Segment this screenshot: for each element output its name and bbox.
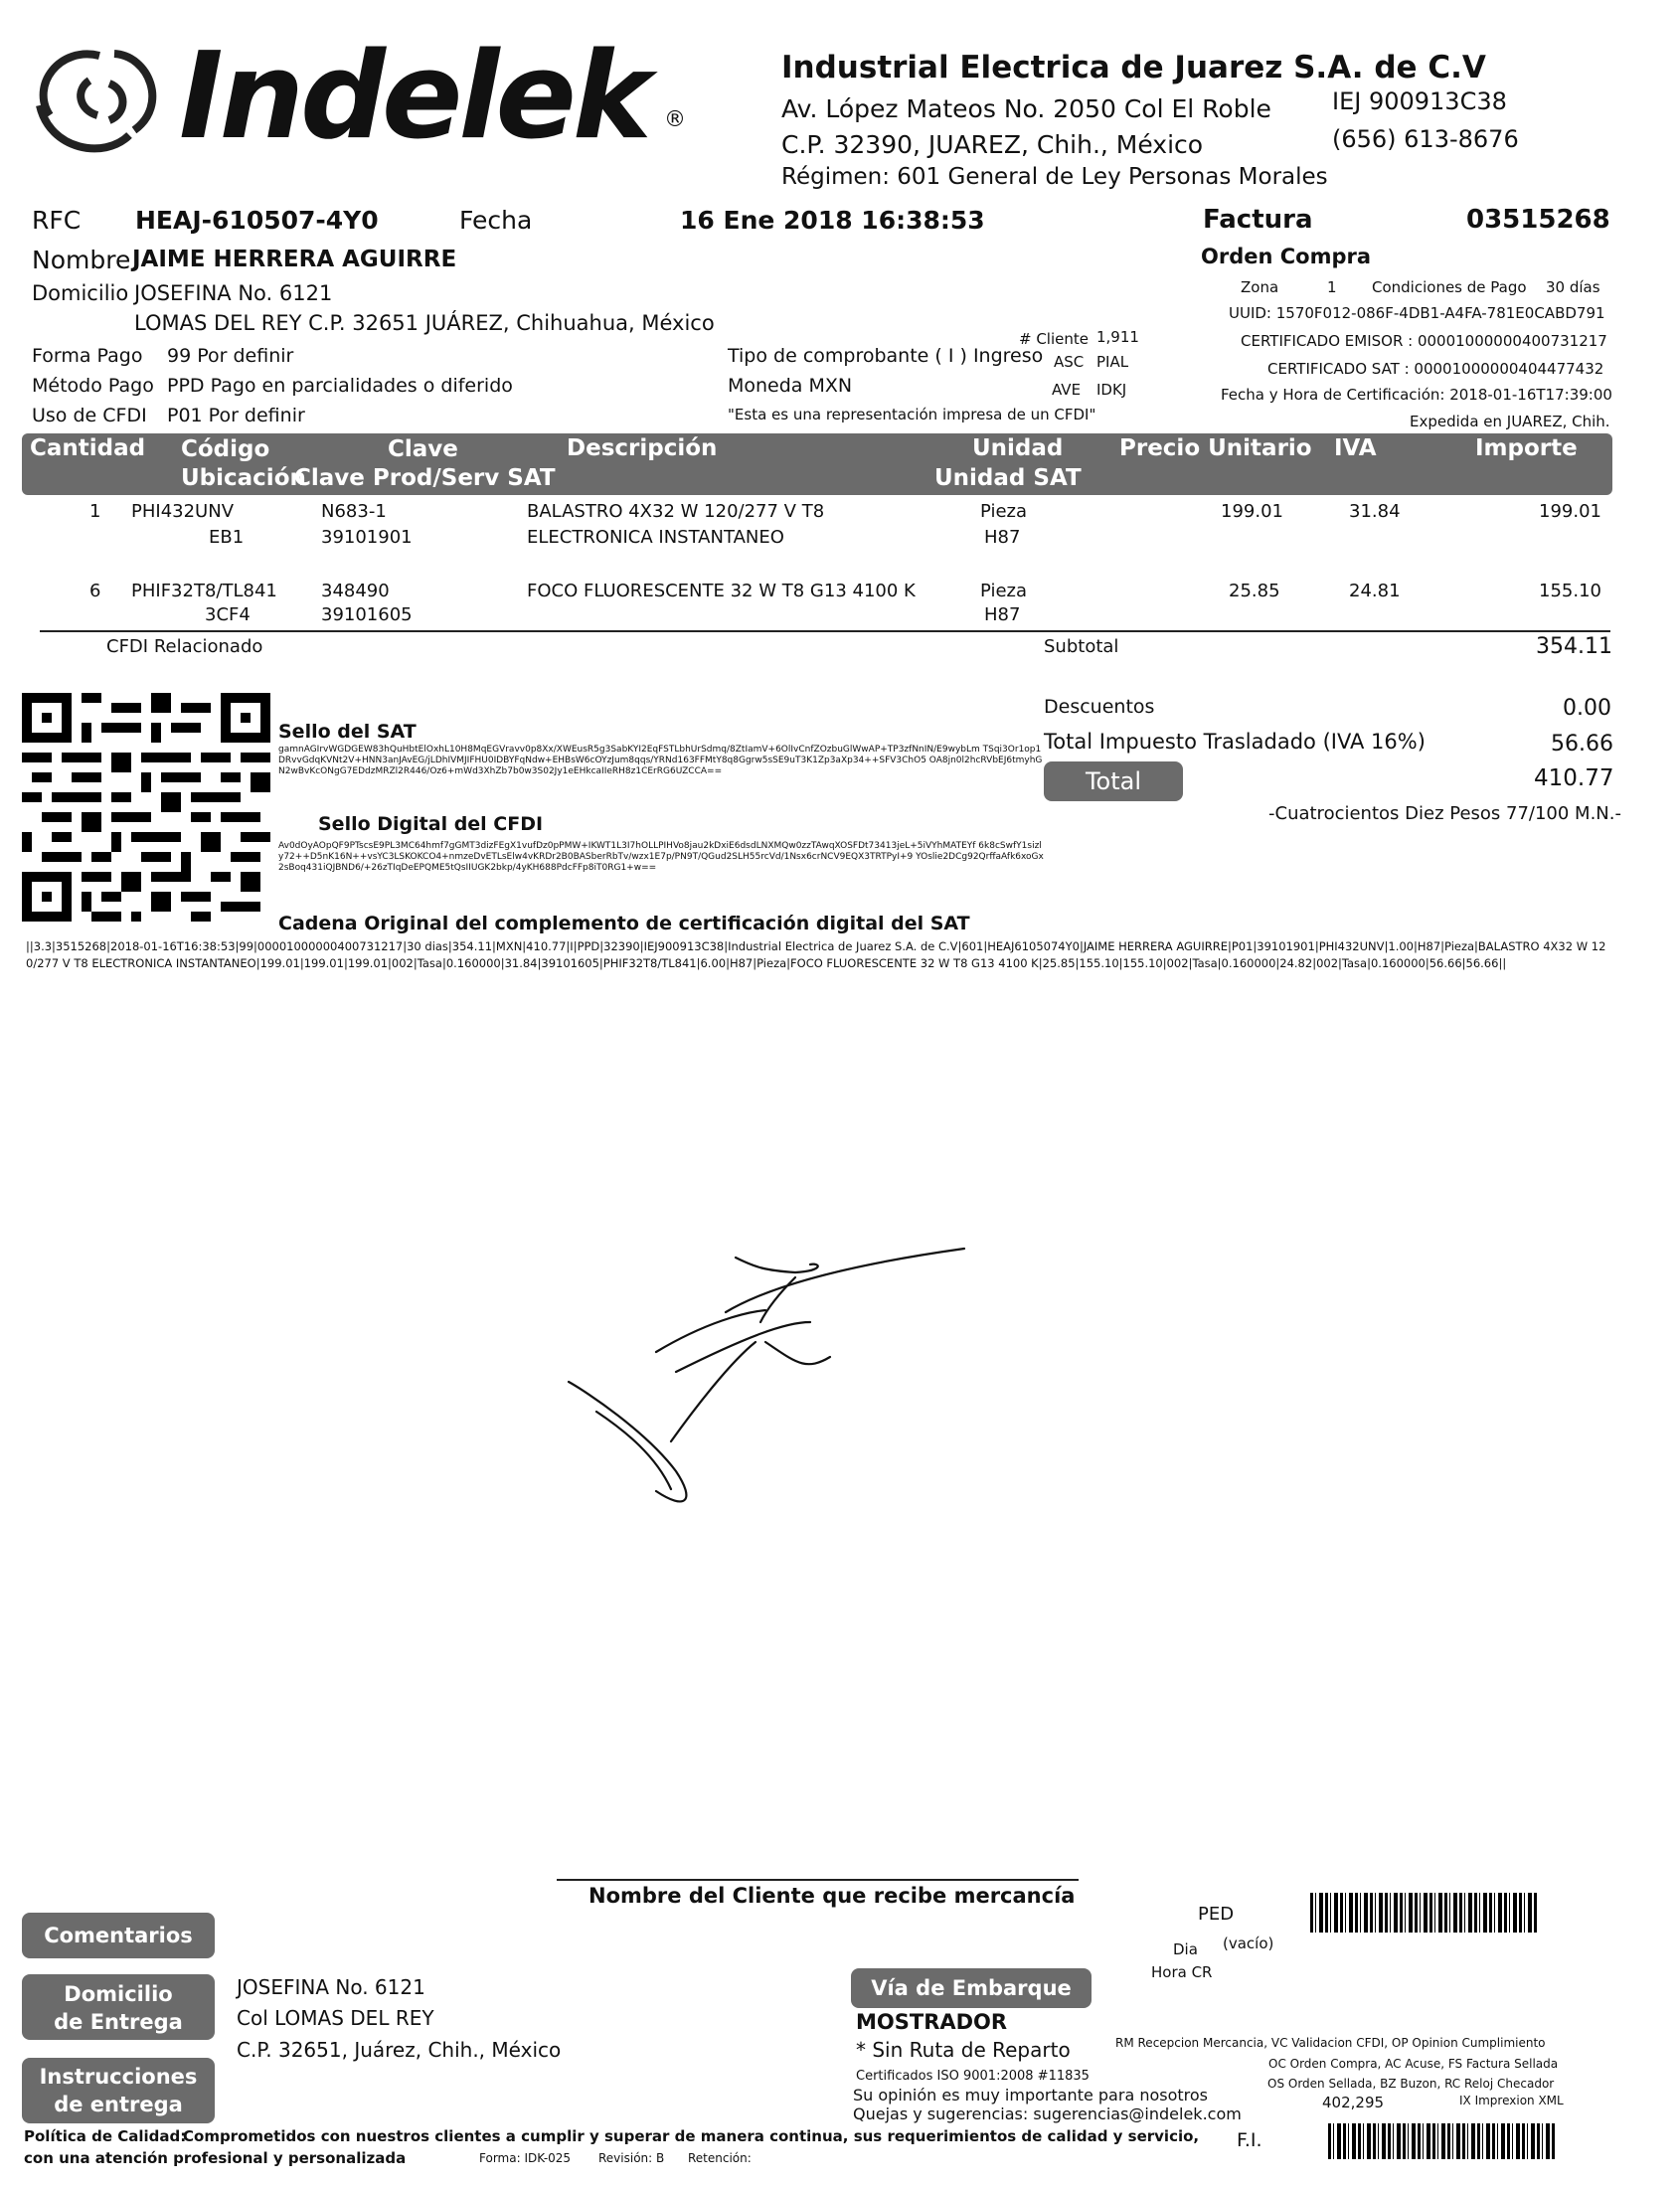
- sello-cfdi-value: Av0dOyAOpQF9PTscsE9PL3MC64hmf7gGMT3dizFEgX1vufDz0pPMW+IKWT1L3I7hOLLPIHVo8jau2kDxiE6dsdLNXMQw0zzTAwqXOSFDt73413jeL+5iVYhMATEYf 6k8cSwfY1sizly72++D5nK16N++vsYC3LSKOKCO4+nmzeDvETLsElw4vKRDr2B0BASberRbTv/wzx1E7p/PN9T/QGud2SLH55rcVd/1Nsx6crNCV9EQX3TRTPyI+9 YOslie2DCg92QrffaAfk6xoGx2sBoq431iQJBND6/+26zTIqDeEPQME5tQsIIUGK2bkp/4yKH688PdcFFp8iT0RG1+w==: [278, 841, 1044, 873]
- company-rfc: IEJ 900913C38: [1332, 87, 1507, 115]
- fi-label: F.I.: [1237, 2129, 1262, 2151]
- zona-value: 1: [1327, 278, 1337, 296]
- total-letra: -Cuatrocientos Diez Pesos 77/100 M.N.-: [1268, 803, 1621, 824]
- hora-label: Hora CR: [1151, 1963, 1213, 1981]
- instrucciones-entrega-label: [22, 2058, 215, 2123]
- cadena-original-value: ||3.3|3515268|2018-01-16T16:38:53|99|00001000000400731217|30 dias|354.11|MXN|410.77|I|PPD|32390|IEJ900913C38|Industrial Electrica de Juarez S.A. de C.V|601|HEAJ6105074Y0|JAIME HERRERA AGUIRRE|P01|39101901|PHI432UNV|1.00|H87|Pieza|BALASTRO 4X32 W 120/277 V T8 ELECTRONICA INSTANTANEO|199.01|199.01|199.01|002|Tasa|0.160000|31.84|39101605|PHIF32T8/TL841|6.00|H87|Pieza|FOCO FLUORESCENTE 32 W T8 G13 4100 K|25.85|155.10|155.10|002|Tasa|0.160000|24.82|002|Tasa|0.160000|56.66|56.66||: [26, 939, 1606, 970]
- header-descripcion: Descripción: [567, 435, 718, 461]
- tipo-comprobante: Tipo de comprobante ( I ) Ingreso: [728, 345, 1044, 367]
- certificado-emisor: CERTIFICADO EMISOR : 00001000000400731217: [1241, 332, 1607, 350]
- descuentos-label: Descuentos: [1044, 696, 1155, 718]
- asc-label: ASC: [1054, 353, 1085, 371]
- barcode-bottom-icon: [1328, 2123, 1557, 2159]
- uso-cfdi-value: P01 Por definir: [167, 405, 305, 426]
- ped-label: PED: [1198, 1904, 1235, 1925]
- fecha-label: Fecha: [459, 206, 533, 235]
- revision-label: Revisión: B: [598, 2151, 665, 2165]
- item-clave-sat: 39101605: [321, 604, 413, 625]
- zona-label: Zona: [1241, 278, 1279, 296]
- signature-line: [557, 1879, 1079, 1881]
- politica-text: Comprometidos con nuestros clientes a cumplir y superar de manera continua, sus requerimientos de calidad y servicio,: [183, 2127, 1200, 2145]
- item-unidad-sat: H87: [984, 527, 1021, 548]
- customer-rfc: HEAJ-610507-4Y0: [135, 206, 379, 235]
- invoice-date: 16 Ene 2018 16:38:53: [680, 206, 985, 235]
- forma-pago-label: Forma Pago: [32, 345, 143, 367]
- instrucciones-line-2: de entrega: [54, 2093, 183, 2116]
- item-iva: 31.84: [1349, 501, 1401, 522]
- politica-label: Política de Calidad:: [24, 2127, 187, 2145]
- condiciones-value: 30 días: [1546, 278, 1600, 296]
- header-codigo: Código: [181, 436, 270, 462]
- impuesto-label: Total Impuesto Trasladado (IVA 16%): [1044, 730, 1426, 754]
- item-unidad: Pieza: [980, 501, 1028, 522]
- item-clave: 348490: [321, 581, 390, 601]
- company-address-1: Av. López Mateos No. 2050 Col El Roble: [781, 94, 1271, 123]
- fecha-certificacion: Fecha y Hora de Certificación: 2018-01-16T17:39:00: [1221, 386, 1612, 404]
- via-embarque-label: Vía de Embarque: [851, 1968, 1092, 2008]
- item-desc-2: ELECTRONICA INSTANTANEO: [527, 527, 784, 548]
- moneda: Moneda MXN: [728, 375, 853, 397]
- expedida-en: Expedida en JUAREZ, Chih.: [1410, 413, 1610, 430]
- header-clave-prod: Clave Prod/Serv SAT: [294, 465, 556, 491]
- comentarios-label: Comentarios: [22, 1913, 215, 1958]
- entrega-address-3: C.P. 32651, Juárez, Chih., México: [237, 2038, 562, 2062]
- cliente-value: 1,911: [1096, 328, 1139, 346]
- header-iva: IVA: [1334, 435, 1377, 461]
- logo-swirl-icon: [20, 36, 179, 165]
- retencion-label: Retención:: [688, 2151, 752, 2165]
- metodo-pago-value: PPD Pago en parcialidades o diferido: [167, 375, 513, 397]
- item-ubicacion: 3CF4: [205, 604, 251, 625]
- customer-name: JAIME HERRERA AGUIRRE: [132, 247, 457, 272]
- item-cantidad: 1: [89, 501, 101, 522]
- company-name: Industrial Electrica de Juarez S.A. de C.V: [781, 50, 1486, 85]
- qr-code-icon: [22, 692, 270, 923]
- total-label: Total: [1044, 761, 1183, 801]
- opinion-label: Su opinión es muy importante para nosotros: [853, 2086, 1209, 2105]
- politica-text-2: con una atención profesional y personalizada: [24, 2149, 407, 2167]
- customer-address-1: JOSEFINA No. 6121: [134, 281, 333, 305]
- header-unidad-sat: Unidad SAT: [934, 465, 1082, 491]
- cadena-original-label: Cadena Original del complemento de certificación digital del SAT: [278, 913, 970, 934]
- item-precio: 199.01: [1221, 501, 1283, 522]
- header-precio: Precio Unitario: [1119, 435, 1312, 461]
- representacion-note: "Esta es una representación impresa de un CFDI": [728, 406, 1096, 423]
- nombre-cliente-label: Nombre del Cliente que recibe mercancía: [588, 1884, 1076, 1908]
- sello-sat-value: gamnAGIrvWGDGEW83hQuHbtElOxhL10H8MqEGVravv0p8Xx/XWEusR5g3SabKYI2EqFSTLbhUrSdmq/8ZtIamV+6OlIvCnfZOzbuGlWwAP+TP3zfNnIN/E9wybLm TSqi3Or1op1DRvvGdqKVNt2V+HNN3anJAvEG/jLDhIVMJIFHU0IDBYFqNdw+EHBsW6cOYzJum8qqs/YRNd163FFMtY8q8Ggrw5sSE9uT3K1Zp3aXp34++SFV3ChO5 OA8jn0l2hcRVbEJ6tmyhGN2wBvKcONgG7EDdzMRZl2R446/Oz6+mWd3XhZb7b0w3S02Jy1eEHkcaIIeRH8z1CErRG6UZCCA==: [278, 745, 1043, 776]
- item-clave: N683-1: [321, 501, 387, 522]
- ave-value: IDKJ: [1096, 381, 1127, 399]
- item-precio: 25.85: [1229, 581, 1280, 601]
- iso-label: Certificados ISO 9001:2008 #11835: [856, 2069, 1090, 2084]
- total-value: 410.77: [1534, 765, 1614, 791]
- item-cantidad: 6: [89, 581, 101, 601]
- item-codigo: PHIF32T8/TL841: [131, 581, 277, 601]
- item-iva: 24.81: [1349, 581, 1401, 601]
- certificado-sat: CERTIFICADO SAT : 00001000000404477432: [1267, 360, 1604, 378]
- orden-compra-label: Orden Compra: [1201, 245, 1372, 268]
- header-cantidad: Cantidad: [30, 435, 146, 461]
- header-importe: Importe: [1475, 435, 1578, 461]
- rfc-label: RFC: [32, 206, 82, 235]
- domicilio-entrega-line-2: de Entrega: [54, 2010, 183, 2034]
- domicilio-entrega-label: [22, 1974, 215, 2040]
- logo-text: Indelek: [179, 28, 648, 166]
- header-unidad: Unidad: [972, 435, 1064, 461]
- sello-cfdi-label: Sello Digital del CFDI: [318, 813, 544, 835]
- item-unidad-sat: H87: [984, 604, 1021, 625]
- asc-value: PIAL: [1096, 353, 1129, 371]
- vacio-label: (vacío): [1223, 1935, 1274, 1952]
- domicilio-entrega-line-1: Domicilio: [64, 1982, 173, 2006]
- item-clave-sat: 39101901: [321, 527, 413, 548]
- item-desc-1: FOCO FLUORESCENTE 32 W T8 G13 4100 K: [527, 581, 916, 601]
- metodo-pago-label: Método Pago: [32, 375, 154, 397]
- subtotal-label: Subtotal: [1044, 636, 1119, 657]
- header-clave: Clave: [388, 436, 458, 462]
- legend-line-2: OC Orden Compra, AC Acuse, FS Factura Sellada: [1268, 2057, 1559, 2071]
- nombre-label: Nombre: [32, 246, 131, 274]
- uso-cfdi-label: Uso de CFDI: [32, 405, 147, 426]
- legend-line-1: RM Recepcion Mercancia, VC Validacion CFDI, OP Opinion Cumplimiento: [1115, 2036, 1546, 2050]
- company-address-2: C.P. 32390, JUAREZ, Chih., México: [781, 130, 1204, 159]
- sin-ruta-label: * Sin Ruta de Reparto: [856, 2038, 1071, 2062]
- subtotal-value: 354.11: [1536, 634, 1612, 659]
- table-header-bar: [22, 433, 1612, 495]
- legend-num: 402,295: [1322, 2094, 1385, 2111]
- item-ubicacion: EB1: [209, 527, 245, 548]
- company-phone: (656) 613-8676: [1332, 125, 1519, 153]
- factura-number: 03515268: [1466, 205, 1610, 235]
- header-ubicacion: Ubicación: [181, 465, 306, 491]
- legend-line-3: OS Orden Sellada, BZ Buzon, RC Reloj Checador: [1267, 2077, 1555, 2091]
- instrucciones-line-1: Instrucciones: [39, 2065, 198, 2089]
- cliente-label: # Cliente: [1019, 330, 1089, 348]
- sello-sat-label: Sello del SAT: [278, 721, 417, 743]
- dia-label: Dia: [1173, 1940, 1198, 1958]
- company-regimen: Régimen: 601 General de Ley Personas Morales: [781, 164, 1328, 190]
- entrega-address-1: JOSEFINA No. 6121: [237, 1975, 425, 1999]
- condiciones-label: Condiciones de Pago: [1372, 278, 1527, 296]
- customer-address-2: LOMAS DEL REY C.P. 32651 JUÁREZ, Chihuahua, México: [134, 311, 715, 335]
- entrega-address-2: Col LOMAS DEL REY: [237, 2006, 434, 2030]
- table-bottom-line: [40, 630, 1610, 632]
- uuid: UUID: 1570F012-086F-4DB1-A4FA-781E0CABD791: [1229, 304, 1605, 322]
- forma-label: Forma: IDK-025: [479, 2151, 572, 2165]
- item-codigo: PHI432UNV: [131, 501, 235, 522]
- item-importe: 199.01: [1539, 501, 1601, 522]
- descuentos-value: 0.00: [1563, 696, 1611, 721]
- mostrador-label: MOSTRADOR: [856, 2010, 1008, 2034]
- registered-mark: ®: [664, 107, 686, 132]
- impuesto-value: 56.66: [1551, 732, 1613, 757]
- quejas-label: Quejas y sugerencias: sugerencias@indelek.com: [853, 2105, 1242, 2123]
- factura-label: Factura: [1203, 205, 1313, 235]
- item-desc-1: BALASTRO 4X32 W 120/277 V T8: [527, 501, 825, 522]
- legend-line-4: IX Imprexion XML: [1459, 2094, 1564, 2107]
- barcode-top-icon: [1310, 1893, 1539, 1933]
- cfdi-relacionado: CFDI Relacionado: [106, 636, 263, 657]
- forma-pago-value: 99 Por definir: [167, 345, 294, 367]
- item-unidad: Pieza: [980, 581, 1028, 601]
- item-importe: 155.10: [1539, 581, 1601, 601]
- ave-label: AVE: [1052, 381, 1082, 399]
- signature-image: [567, 1243, 1024, 1541]
- domicilio-label: Domicilio: [32, 281, 129, 305]
